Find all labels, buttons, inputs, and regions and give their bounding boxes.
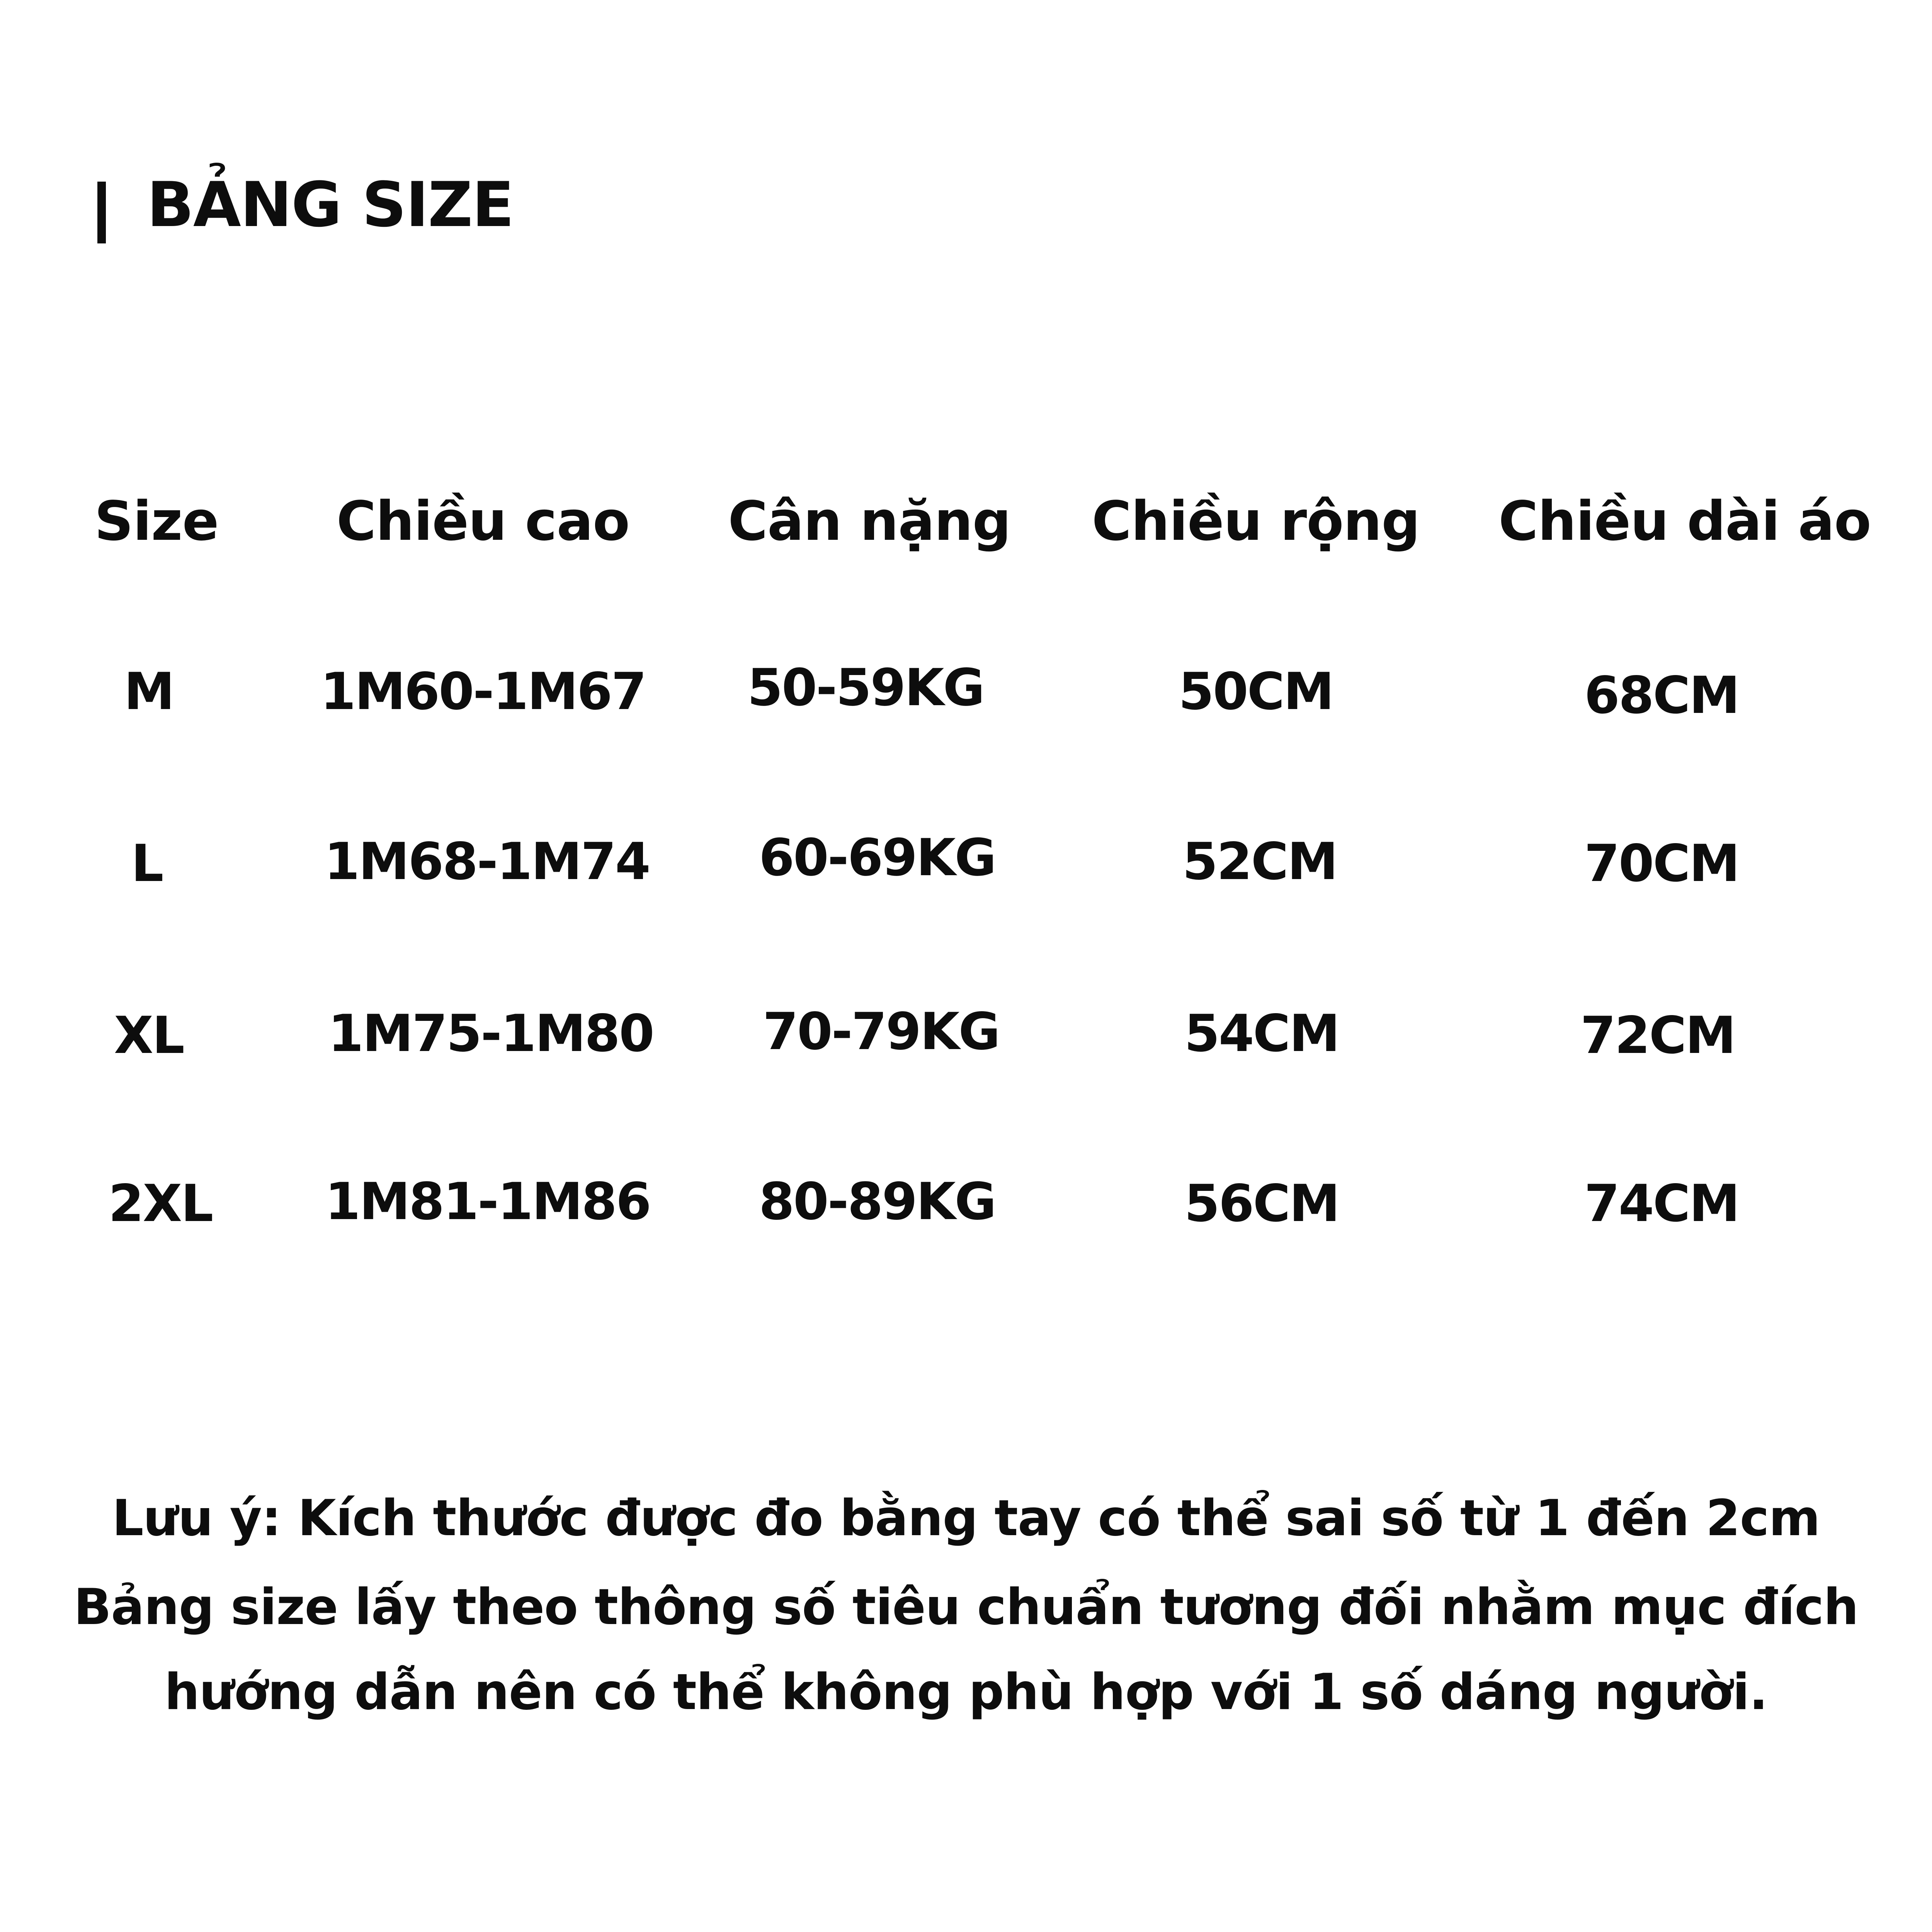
cell-width: 50CM: [1179, 662, 1333, 721]
header-height: Chiều cao: [336, 490, 630, 553]
cell-height: 1M60-1M67: [320, 662, 646, 721]
cell-width: 52CM: [1182, 832, 1337, 891]
cell-length: 74CM: [1584, 1174, 1739, 1233]
cell-length: 72CM: [1580, 1006, 1735, 1065]
note-line-1: Lưu ý: Kích thước được đo bằng tay có thể sai số từ 1 đến 2cm: [112, 1490, 1820, 1547]
header-size: Size: [94, 490, 219, 553]
cell-width: 56CM: [1184, 1174, 1339, 1233]
cell-width: 54CM: [1184, 1004, 1339, 1063]
cell-size: M: [124, 662, 174, 721]
cell-size: XL: [114, 1006, 184, 1065]
cell-height: 1M68-1M74: [324, 832, 650, 891]
cell-height: 1M75-1M80: [328, 1004, 653, 1063]
header-length: Chiều dài áo: [1498, 490, 1871, 553]
header-width: Chiều rộng: [1092, 490, 1420, 553]
title-accent-bar: [97, 182, 106, 243]
cell-weight: 80-89KG: [759, 1172, 995, 1231]
cell-length: 68CM: [1584, 666, 1739, 725]
cell-weight: 70-79KG: [763, 1002, 999, 1061]
header-weight: Cân nặng: [728, 490, 1011, 553]
page-title: BẢNG SIZE: [147, 168, 514, 241]
cell-weight: 60-69KG: [759, 828, 995, 888]
note-line-3: hướng dẫn nên có thể không phù hợp với 1 số dáng người.: [164, 1663, 1768, 1721]
cell-height: 1M81-1M86: [325, 1172, 650, 1231]
cell-size: 2XL: [108, 1174, 213, 1233]
cell-length: 70CM: [1584, 834, 1739, 893]
cell-weight: 50-59KG: [747, 658, 984, 718]
note-line-2: Bảng size lấy theo thông số tiêu chuẩn tương đối nhằm mục đích: [73, 1578, 1859, 1636]
cell-size: L: [131, 834, 163, 893]
